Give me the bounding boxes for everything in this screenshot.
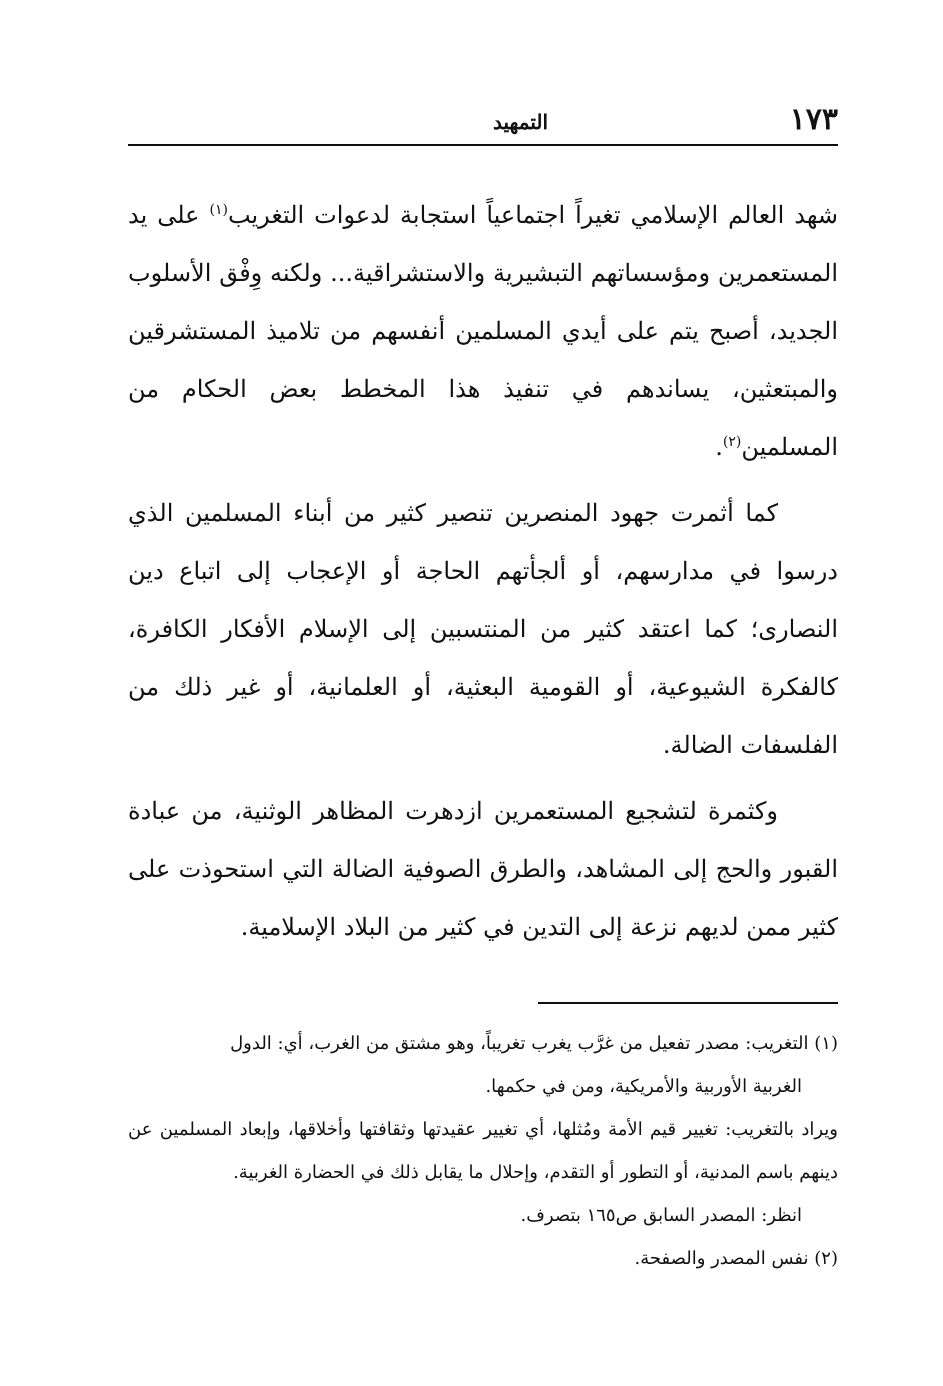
paragraph-1-text-cont: على يد المستعمرين ومؤسساتهم التبشيرية والاستشراقية... ولكنه وِفْق الأسلوب الجديد، أصبح يتم على أيدي المسلمين أنفسهم من تلاميذ المستشرقين والمبتعثين، يساندهم في تنفيذ هذا المخطط بعض الحكام من المسلمين bbox=[128, 201, 838, 461]
paragraph-1-end: . bbox=[715, 433, 723, 461]
footnote-1-label: (١) bbox=[814, 1033, 838, 1054]
footnote-2-text: نفس المصدر والصفحة. bbox=[634, 1248, 815, 1269]
paragraph-3: وكثمرة لتشجيع المستعمرين ازدهرت المظاهر الوثنية، من عبادة القبور والحج إلى المشاهد، والطرق الصوفية الضالة التي استحوذت على كثير ممن لديهم نزعة إلى التدين في كثير من البلاد الإسلامية. bbox=[128, 797, 838, 941]
footnote-1-line-1: التغريب: مصدر تفعيل من غرَّب يغرب تغريباً، وهو مشتق من الغرب، أي: الدول bbox=[230, 1033, 815, 1054]
book-page bbox=[128, 100, 838, 1340]
running-title: التمهيد bbox=[493, 110, 548, 134]
page-header bbox=[128, 100, 838, 146]
footnote-2-label: (٢) bbox=[814, 1248, 838, 1269]
footnotes bbox=[128, 1022, 838, 1280]
footnote-2 bbox=[128, 1237, 838, 1280]
paragraph-2: كما أثمرت جهود المنصرين تنصير كثير من أبناء المسلمين الذي درسوا في مدارسهم، أو ألجأتهم الحاجة أو الإعجاب إلى اتباع دين النصارى؛ كما اعتقد كثير من المنتسبين إلى الإسلام الأفكار الكافرة، كالفكرة الشيوعية، أو القومية البعثية، أو العلمانية، أو غير ذلك من الفلسفات الضالة. bbox=[128, 499, 838, 759]
paragraph-1 bbox=[128, 186, 838, 476]
footnote-1 bbox=[128, 1022, 838, 1065]
footnote-1-paragraph-2: ويراد بالتغريب: تغيير قيم الأمة ومُثلها، أي تغيير عقيدتها وثقافتها وأخلاقها، وإبعاد المسلمين عن دينهم باسم المدنية، أو التطور أو التقدم، وإحلال ما يقابل ذلك في الحضارة الغربية. bbox=[128, 1119, 839, 1183]
page-number: ١٧٣ bbox=[789, 102, 838, 137]
footnote-ref-1: (١) bbox=[209, 202, 228, 218]
footnote-divider bbox=[538, 1002, 838, 1004]
main-text bbox=[128, 186, 838, 956]
footnote-ref-2: (٢) bbox=[722, 434, 742, 450]
footnote-1-source: انظر: المصدر السابق ص١٦٥ بتصرف. bbox=[520, 1205, 802, 1226]
footnote-1-line-2: الغربية الأوربية والأمريكية، ومن في حكمها. bbox=[485, 1076, 802, 1097]
paragraph-1-text: شهد العالم الإسلامي تغيراً اجتماعياً استجابة لدعوات التغريب bbox=[227, 201, 838, 229]
